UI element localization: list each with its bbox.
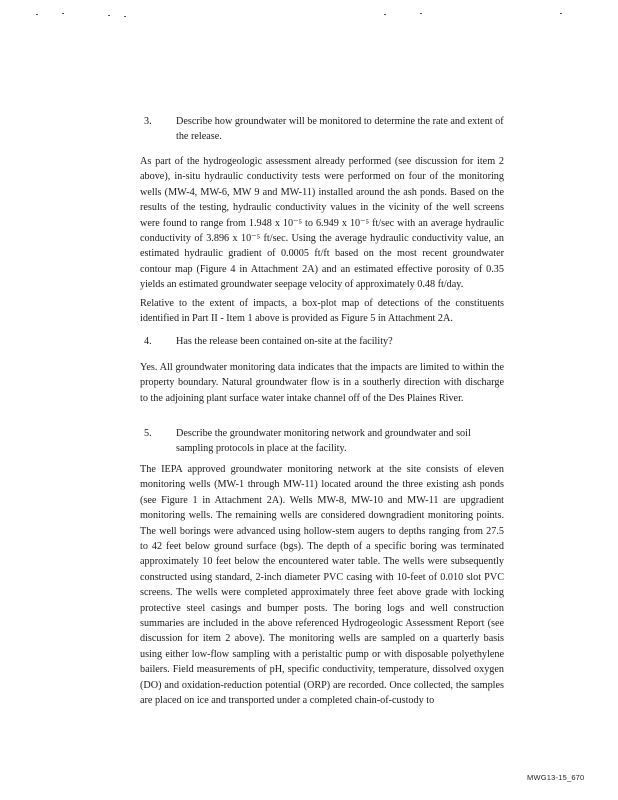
paragraph-monitoring-network: The IEPA approved groundwater monitoring network at the site consists of eleven monitoring wells (MW-1 through MW-11) located around the three existing ash ponds (see Figure 1 in Attachment 2A). Wells MW-8, MW-10 and MW-11 are upgradient monitoring wells. The remaining wells are considered downgradient monitoring points. The well borings were advanced using hollow-stem augers to depths ranging from 27.5 to 42 feet below ground surface (bgs). The depth of a specific boring was terminated approximately 10 feet below the encountered water table. The wells were subsequently constructed using standard, 2-inch diameter PVC casing with 10-feet of 0.010 slot PVC screens. The wells were completed approximately three feet above grade with locking protective steel casings and bumper posts. The boring logs and well construction summaries are included in the above referenced Hydrogeologic Assessment Report (see discussion for item 2 above). The monitoring wells are sampled on a quarterly basis using either low-flow sampling with a peristaltic pump or with disposable polyethylene bailers. Field measurements of pH, specific conductivity, temperature, dissolved oxygen (DO) and oxidation-reduction potential (ORP) are recorded. Once collected, the samples are placed on ice and transported under a completed chain-of-custody to <box>140 464 504 707</box>
scan-speck <box>420 13 422 14</box>
scan-speck <box>62 13 64 14</box>
paragraph-hydraulic-conductivity: As part of the hydrogeologic assessment already performed (see discussion for item 2 above), in-situ hydraulic conductivity tests were performed on four of the monitoring wells (MW-4, MW-6, MW 9 and MW-11) installed around the ash ponds. Based on the results of the testing, hydraulic conductivity values in the vicinity of the well screens were found to range from 1.948 x 10⁻⁵ to 6.949 x 10⁻⁵ ft/sec with an average hydraulic conductivity of 3.896 x 10⁻⁵ ft/sec. Using the average hydraulic conductivity value, an estimated hydraulic gradient of 0.0005 ft/ft based on the most recent groundwater contour map (Figure 4 in Attachment 2A) and an estimated effective porosity of 0.35 yields an estimated groundwater seepage velocity of approximately 0.48 ft/day. <box>140 156 504 291</box>
item-question: Has the release been contained on-site at the facility? <box>176 336 393 347</box>
item-number: 3. <box>144 116 152 127</box>
item-number: 4. <box>144 336 152 347</box>
scan-speck <box>36 14 38 15</box>
item-number: 5. <box>144 428 152 439</box>
scan-speck <box>560 13 562 14</box>
scan-speck <box>124 16 126 17</box>
paragraph-extent-of-impacts: Relative to the extent of impacts, a box-plot map of detections of the constituents identified in Part II - Item 1 above is provided as Figure 5 in Attachment 2A. <box>140 298 504 325</box>
paragraph-containment: Yes. All groundwater monitoring data indicates that the impacts are limited to within the property boundary. Natural groundwater flow is in a southerly direction with discharge to the adjoining plant surface water intake channel off of the Des Plaines River. <box>140 362 504 404</box>
item-question: Describe the groundwater monitoring network and groundwater and soil sampling protocols in place at the facility. <box>176 428 471 455</box>
item-question: Describe how groundwater will be monitored to determine the rate and extent of the release. <box>176 116 504 143</box>
scan-speck <box>384 14 386 15</box>
scan-speck <box>108 15 110 16</box>
bates-number: MWG13-15_670 <box>527 773 585 782</box>
